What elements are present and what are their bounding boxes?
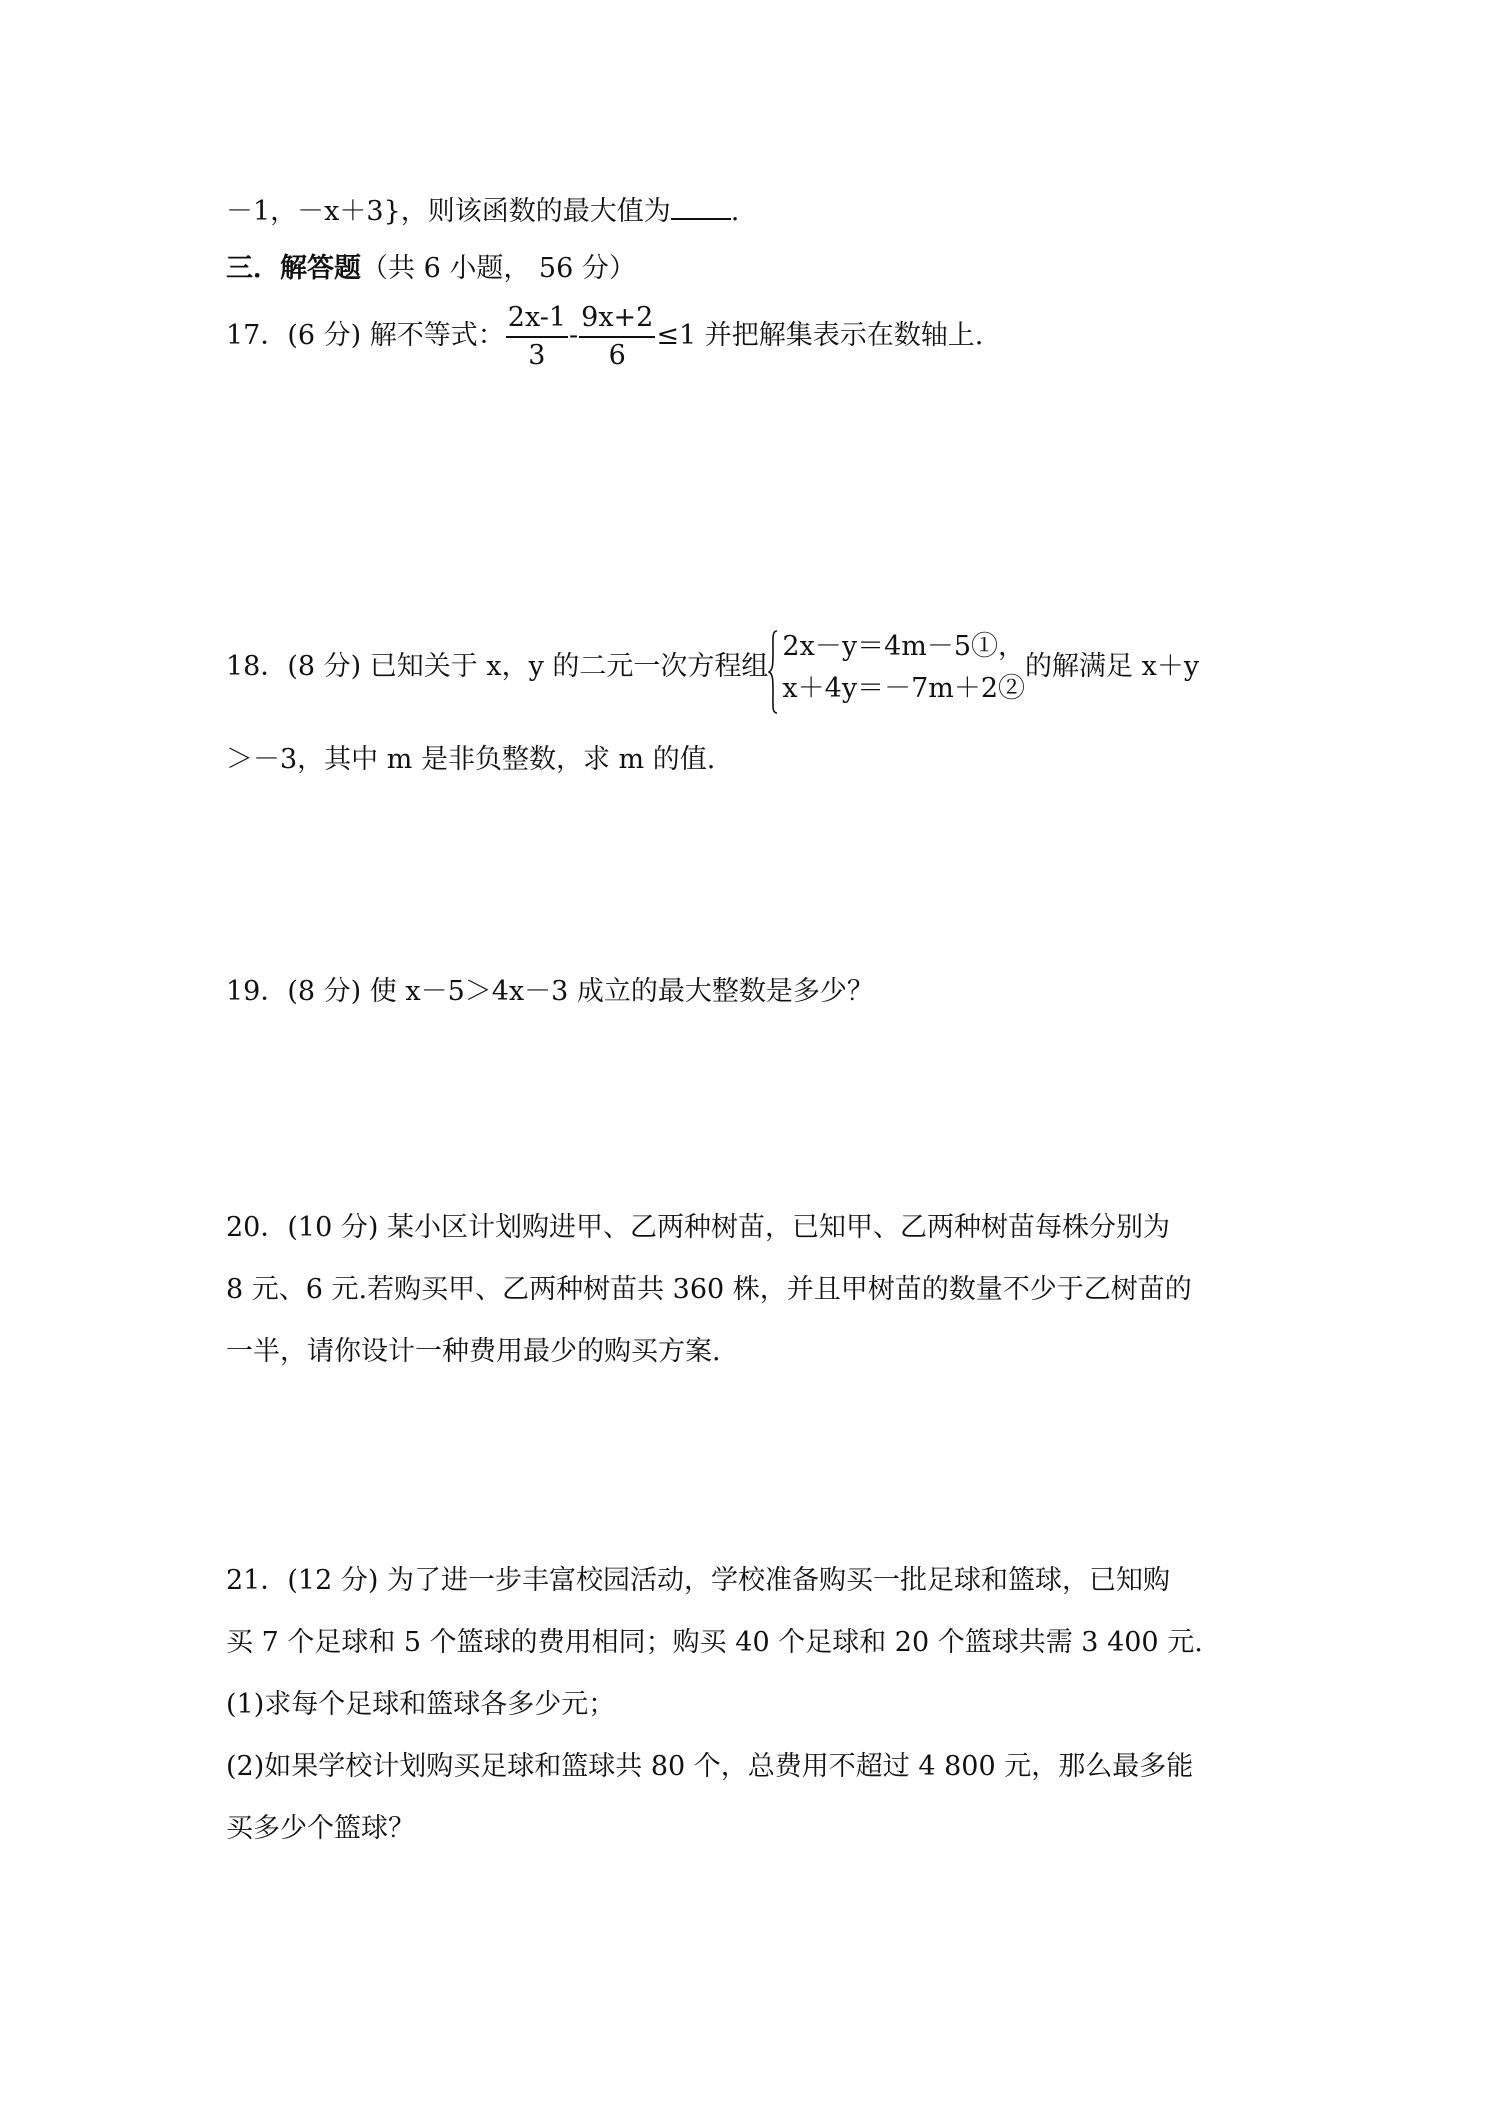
q21-line4: (2)如果学校计划购买足球和篮球共 80 个，总费用不超过 4 800 元，那么最多能 [226,1751,1194,1782]
q17-fraction-1-numerator: 2x-1 [506,300,568,338]
question-18-line-2 [226,740,715,780]
previous-question-tail [226,192,739,232]
q18-suffix: 的解满足 x＋y [1025,651,1200,682]
section-heading [226,249,636,289]
question-20-line-2 [226,1270,1192,1310]
q17-fraction-2-denominator: 6 [608,339,626,371]
previous-question-end: . [730,196,740,227]
question-21-line-5 [226,1809,415,1849]
q17-prefix: 17．(6 分) 解不等式： [226,320,505,351]
q17-fraction-1-denominator: 3 [528,339,546,371]
question-20-line-1 [226,1208,1170,1248]
q17-fraction-2-numerator: 9x+2 [579,300,655,338]
q20-line2: 8 元、6 元.若购买甲、乙两种树苗共 360 株，并且甲树苗的数量不少于乙树苗的 [226,1274,1192,1305]
q21-line2: 买 7 个足球和 5 个篮球的费用相同；购买 40 个足球和 20 个篮球共需 3 400 元. [226,1627,1203,1658]
q17-minus: - [569,320,579,351]
q17-suffix: ≤1 并把解集表示在数轴上. [656,320,984,351]
q19-text: 19．(8 分) 使 x－5＞4x－3 成立的最大整数是多少？ [226,976,874,1007]
question-21-line-4 [226,1747,1193,1787]
question-19 [226,972,874,1012]
q18-line2: ＞－3，其中 m 是非负整数，求 m 的值. [226,744,716,775]
previous-question-text: －1，－x＋3}，则该函数的最大值为 [226,196,671,227]
q21-line5: 买多少个篮球？ [226,1813,415,1844]
q21-line3: (1)求每个足球和篮球各多少元； [226,1689,616,1720]
q21-line1: 21．(12 分) 为了进一步丰富校园活动，学校准备购买一批足球和篮球，已知购 [226,1565,1170,1596]
question-21-line-3 [226,1685,615,1725]
left-brace-icon [768,630,778,714]
q17-fraction-2 [579,300,655,374]
question-21-line-1 [226,1561,1170,1601]
equation-system [768,626,1025,710]
section-title: 三．解答题 [226,253,361,284]
section-note: （共 6 小题， 56 分） [361,253,636,284]
question-20-line-3 [226,1332,721,1372]
question-17 [226,298,983,374]
q17-fraction-1 [506,300,568,374]
equation-2: x＋4y＝－7m＋2② [782,672,1026,704]
equation-1: 2x－y＝4m－5①， [782,630,1026,662]
answer-blank [671,192,731,220]
q20-line1: 20．(10 分) 某小区计划购进甲、乙两种树苗，已知甲、乙两种树苗每株分别为 [226,1212,1170,1243]
question-21-line-2 [226,1623,1203,1663]
q20-line3: 一半，请你设计一种费用最少的购买方案. [226,1336,721,1367]
q18-prefix: 18．(8 分) 已知关于 x，y 的二元一次方程组 [226,651,769,682]
question-18 [226,622,1199,712]
